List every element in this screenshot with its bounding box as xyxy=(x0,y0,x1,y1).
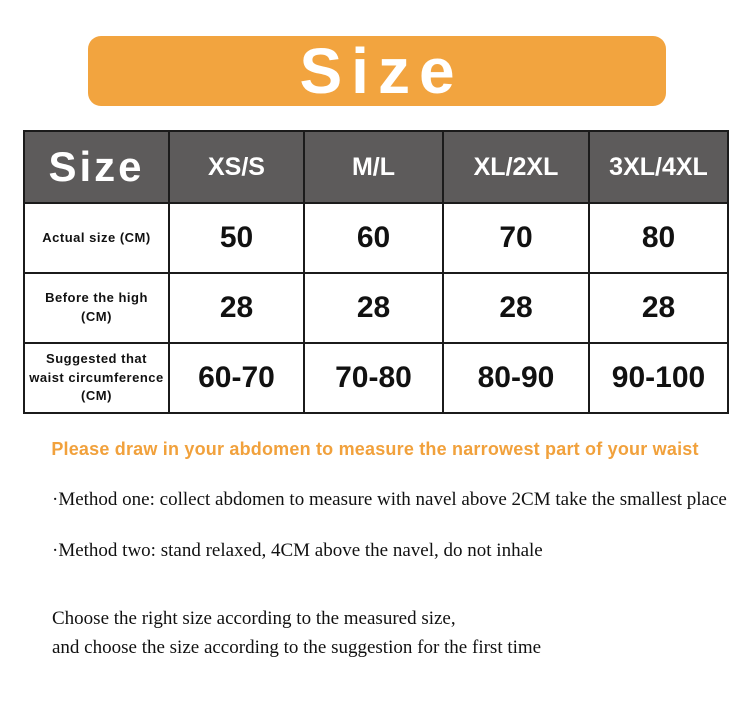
choose-size-note xyxy=(52,604,740,663)
table-row-before-the-high xyxy=(24,273,728,343)
size-value-cell: 80-90 xyxy=(443,343,589,413)
method-one-note: ·Method one: collect abdomen to measure with navel above 2CM take the smallest place xyxy=(52,489,727,510)
row-label-line: waist circumference xyxy=(29,369,164,385)
header-cell-xl-2xl: XL/2XL xyxy=(443,131,589,203)
size-value-cell: 28 xyxy=(169,273,304,343)
row-label-line: (CM) xyxy=(81,309,112,324)
size-value-cell: 90-100 xyxy=(589,343,728,413)
header-cell-m-l: M/L xyxy=(304,131,443,203)
size-value-cell: 80 xyxy=(589,203,728,273)
header-cell-3xl-4xl: 3XL/4XL xyxy=(589,131,728,203)
row-label-before-the-high xyxy=(24,273,169,343)
header-cell-xs-s: XS/S xyxy=(169,131,304,203)
size-banner-title: Size xyxy=(299,35,464,107)
row-label-line: Actual size (CM) xyxy=(42,229,151,245)
size-value-cell: 70 xyxy=(443,203,589,273)
choose-size-line-1: Choose the right size according to the measured size, xyxy=(52,608,456,629)
size-value-cell: 70-80 xyxy=(304,343,443,413)
row-label-line: (CM) xyxy=(81,388,112,404)
row-label-actual-size xyxy=(24,203,169,273)
size-value-cell: 28 xyxy=(443,273,589,343)
size-value-cell: 60 xyxy=(304,203,443,273)
table-row-suggested-waist xyxy=(24,343,728,413)
size-table xyxy=(23,130,729,414)
size-value-cell: 28 xyxy=(304,273,443,343)
table-row-actual-size xyxy=(24,203,728,273)
size-banner xyxy=(88,36,666,106)
method-two-note: ·Method two: stand relaxed, 4CM above the navel, do not inhale xyxy=(52,540,543,561)
row-label-line: Suggested that xyxy=(46,350,147,366)
size-value-cell: 28 xyxy=(589,273,728,343)
size-value-cell: 50 xyxy=(169,203,304,273)
choose-size-line-2: and choose the size according to the suggestion for the first time xyxy=(52,637,542,659)
row-label-suggested-waist xyxy=(24,343,169,413)
measure-highlight-note: Please draw in your abdomen to measure the narrowest part of your waist xyxy=(51,439,699,459)
header-cell-size: Size xyxy=(24,131,169,203)
size-table-header-row xyxy=(24,131,728,203)
size-value-cell: 60-70 xyxy=(169,343,304,413)
row-label-line: Before the high xyxy=(45,290,148,306)
